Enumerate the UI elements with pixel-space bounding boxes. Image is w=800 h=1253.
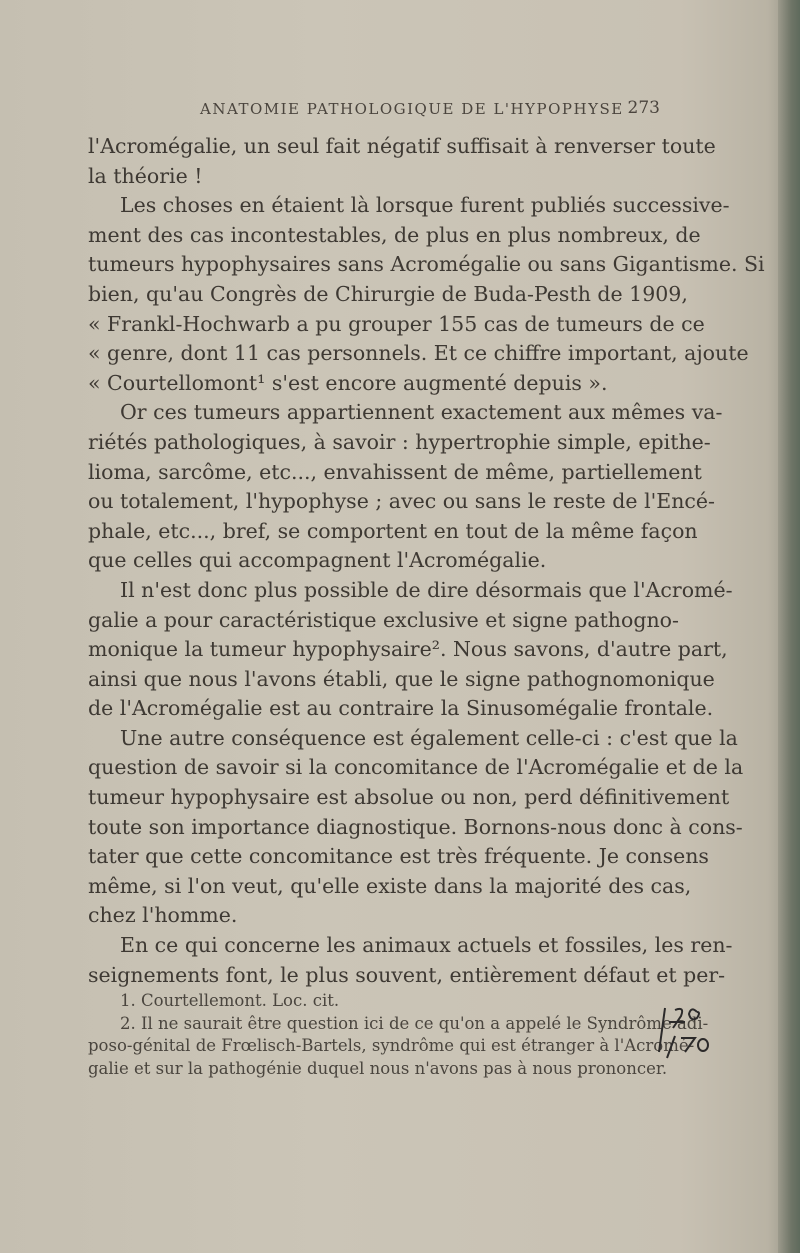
running-title: ANATOMIE PATHOLOGIQUE DE L'HYPOPHYSE bbox=[200, 100, 624, 118]
body-line: toute son importance diagnostique. Bornons-nous donc à cons- bbox=[88, 814, 743, 839]
body-line: ou totalement, l'hypophyse ; avec ou sans le reste de l'Encé- bbox=[88, 489, 715, 514]
body-line: Une autre conséquence est également celle-ci : c'est que la bbox=[120, 725, 738, 750]
handwritten-annotation bbox=[655, 1000, 715, 1060]
body-line: tumeur hypophysaire est absolue ou non, perd définitivement bbox=[88, 785, 730, 810]
page-edge bbox=[778, 0, 800, 1253]
body-line: phale, etc..., bref, se comportent en tout de la même façon bbox=[88, 518, 698, 543]
body-line: tumeurs hypophysaires sans Acromégalie ou sans Gigantisme. Si bbox=[88, 252, 765, 277]
body-line: riétés pathologiques, à savoir : hypertrophie simple, epithe- bbox=[88, 429, 711, 454]
body-line: « Courtellomont¹ s'est encore augmenté depuis ». bbox=[88, 370, 608, 395]
body-line: de l'Acromégalie est au contraire la Sinusomégalie frontale. bbox=[88, 696, 714, 721]
body-line: seignements font, le plus souvent, entièrement défaut et per- bbox=[88, 962, 726, 987]
body-line: bien, qu'au Congrès de Chirurgie de Buda-Pesth de 1909, bbox=[88, 281, 688, 306]
body-line: que celles qui accompagnent l'Acromégalie. bbox=[88, 548, 547, 573]
body-line: « genre, dont 11 cas personnels. Et ce chiffre important, ajoute bbox=[88, 341, 749, 366]
footnote-line: 2. Il ne saurait être question ici de ce qu'on a appelé le Syndrôme adi- bbox=[120, 1013, 709, 1033]
body-line: Les choses en étaient là lorsque furent publiés successive- bbox=[120, 193, 730, 218]
body-line: « Frankl-Hochwarb a pu grouper 155 cas de tumeurs de ce bbox=[88, 311, 705, 336]
body-line: galie a pour caractéristique exclusive et signe pathogno- bbox=[88, 607, 679, 632]
footnote-line: galie et sur la pathogénie duquel nous n'avons pas à nous prononcer. bbox=[88, 1058, 668, 1078]
body-line: question de savoir si la concomitance de l'Acromégalie et de la bbox=[88, 755, 744, 780]
body-line: l'Acromégalie, un seul fait négatif suffisait à renverser toute bbox=[88, 134, 716, 158]
body-line: ainsi que nous l'avons établi, que le signe pathognomonique bbox=[88, 666, 715, 691]
page-header bbox=[200, 100, 660, 124]
body-line: chez l'homme. bbox=[88, 903, 238, 928]
body-line: même, si l'on veut, qu'elle existe dans la majorité des cas, bbox=[88, 873, 692, 898]
page-number: 273 bbox=[627, 98, 660, 118]
body-line: la théorie ! bbox=[88, 163, 203, 188]
body-line: En ce qui concerne les animaux actuels et fossiles, les ren- bbox=[120, 933, 733, 958]
footnote-line: 1. Courtellemont. Loc. cit. bbox=[120, 991, 340, 1010]
body-line: monique la tumeur hypophysaire². Nous savons, d'autre part, bbox=[88, 637, 728, 662]
body-line: Il n'est donc plus possible de dire désormais que l'Acromé- bbox=[120, 577, 733, 602]
body-line: ment des cas incontestables, de plus en plus nombreux, de bbox=[88, 222, 701, 247]
footnote-line: poso-génital de Frœlisch-Bartels, syndrôme qui est étranger à l'Acromé- bbox=[88, 1036, 695, 1055]
body-line: Or ces tumeurs appartiennent exactement aux mêmes va- bbox=[120, 400, 723, 425]
body-line: lioma, sarcôme, etc..., envahissent de même, partiellement bbox=[88, 459, 702, 484]
body-text bbox=[88, 132, 765, 990]
footnotes bbox=[88, 990, 709, 1080]
body-line: tater que cette concomitance est très fréquente. Je consens bbox=[88, 844, 709, 869]
